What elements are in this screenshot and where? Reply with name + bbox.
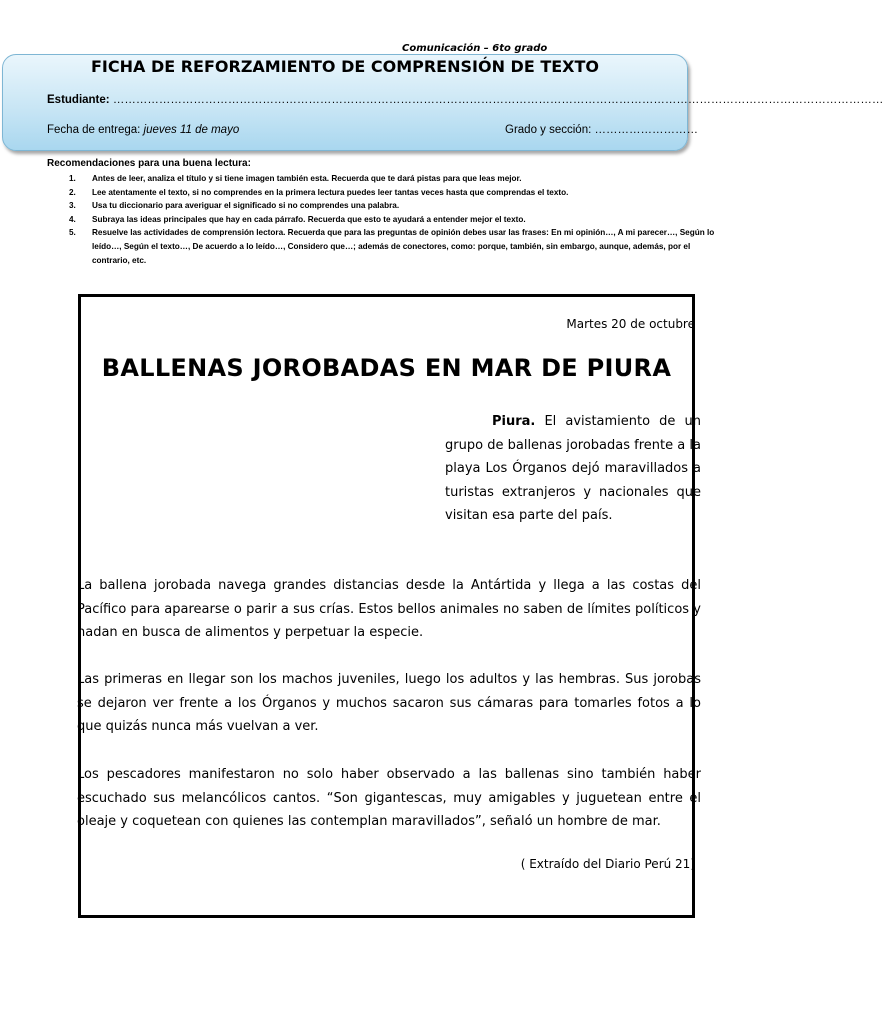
article-paragraph-3: Los pescadores manifestaron no solo haber observado a las ballenas sino también haber escuchado sus melancólicos cantos. “Son gigantescas, muy amigables y juguetean entre el oleaje y coquetean con quienes las contemplan maravillados”, señaló un hombre de mar.: [77, 767, 701, 830]
list-item: 2. Lee atentamente el texto, si no comprendes en la primera lectura puedes leer tantas veces hasta que comprendas el texto.: [69, 187, 569, 197]
list-item: 3. Usa tu diccionario para averiguar el significado si no comprendes una palabra.: [69, 201, 400, 211]
worksheet-title: FICHA DE REFORZAMIENTO DE COMPRENSIÓN DE TEXTO: [90, 57, 600, 76]
grade-blank: ………………………: [594, 124, 698, 136]
article-date: Martes 20 de octubre: [566, 317, 695, 331]
list-item: 4. Subraya las ideas principales que hay en cada párrafo. Recuerda que esto te ayudará a entender mejor el texto.: [69, 214, 526, 224]
due-date-label: Fecha de entrega:: [47, 124, 141, 136]
student-field: [47, 94, 883, 106]
list-item: 1. Antes de leer, analiza el título y si tiene imagen también esta. Recuerda que te dará pistas para que leas mejor.: [69, 174, 522, 183]
student-blank: …………………………………………………………………………………………………………………………………………………………………………………: [112, 94, 883, 106]
article-source: ( Extraído del Diario Perú 21): [520, 857, 695, 871]
article-paragraph-2: Las primeras en llegar son los machos juveniles, luego los adultos y las hembras. Sus jorobas se dejaron ver frente a los Órganos y muchos sacaron sus cámaras para tomarles fotos a lo que quizás nunca más vuelvan a ver.: [77, 672, 701, 735]
article-lead: [445, 410, 701, 528]
lead-place: Piura.: [492, 414, 536, 429]
worksheet-header: [2, 54, 883, 151]
grade-label: Grado y sección:: [505, 124, 592, 136]
list-item: 5. Resuelve las actividades de comprensión lectora. Recuerda que para las preguntas de opinión debes usar las frases: En mi opinión…, A mi parecer…, Según lo leído…, Según el texto…, De acuerdo a lo leído…, Considero que…; además de conectores, como: porque, también, sin embargo, aunque, además, por el contrario, etc.: [69, 228, 715, 265]
grade-field: [505, 124, 698, 136]
lead-text: El avistamiento de un grupo de ballenas jorobadas frente a la playa Los Órganos dejó maravillados a turistas extranjeros y nacionales que visitan esa parte del país.: [445, 414, 701, 524]
student-label: Estudiante:: [47, 94, 110, 106]
recommendations-list: [47, 172, 727, 267]
article-paragraph-1: La ballena jorobada navega grandes distancias desde la Antártida y llega a las costas del Pacífico para aparearse o parir a sus crías. Estos bellos animales no saben de límites políticos y nadan en busca de alimentos y perpetuar la especie.: [77, 578, 701, 641]
due-date-field: [47, 124, 239, 136]
due-date-value: jueves 11 de mayo: [143, 124, 240, 136]
article-headline: BALLENAS JOROBADAS EN MAR DE PIURA: [101, 354, 672, 382]
article-box: [77, 294, 701, 918]
subject-heading: Comunicación – 6to grado: [402, 43, 548, 54]
recommendations-title: Recomendaciones para una buena lectura:: [47, 158, 251, 169]
